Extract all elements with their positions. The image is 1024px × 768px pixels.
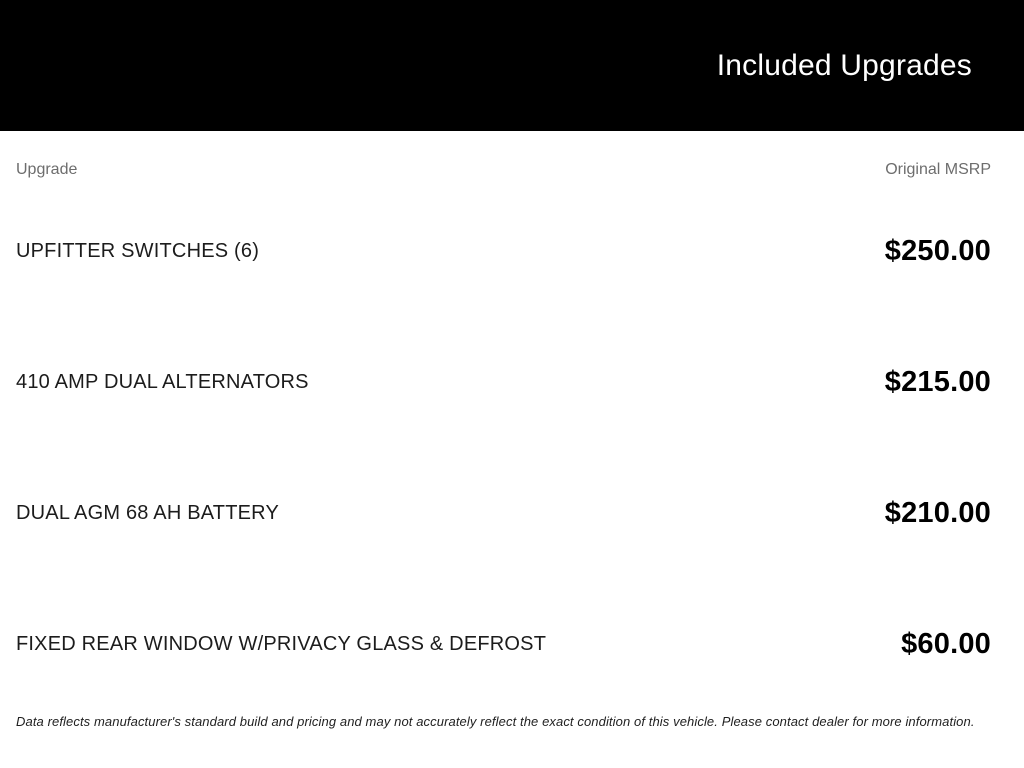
column-header-upgrade: Upgrade: [16, 161, 78, 178]
table-column-headers: [16, 161, 991, 180]
table-row: [16, 233, 991, 269]
upgrade-msrp: $250.00: [884, 234, 991, 267]
upgrades-table: [0, 161, 1024, 729]
disclaimer-text: Data reflects manufacturer's standard build and pricing and may not accurately reflect the exact condition of this vehicle. Please contact dealer for more information.: [16, 714, 975, 729]
upgrade-msrp: $210.00: [884, 496, 991, 529]
table-row: [16, 495, 991, 531]
page-header: [0, 0, 1024, 131]
table-row: [16, 626, 991, 662]
upgrade-name: UPFITTER SWITCHES (6): [16, 239, 260, 262]
upgrade-msrp: $60.00: [901, 627, 991, 660]
upgrade-name: 410 AMP DUAL ALTERNATORS: [16, 370, 309, 393]
column-header-original-msrp: Original MSRP: [885, 161, 991, 178]
table-row: [16, 364, 991, 400]
upgrade-msrp: $215.00: [884, 365, 991, 398]
upgrade-name: FIXED REAR WINDOW W/PRIVACY GLASS & DEFROST: [16, 632, 547, 655]
page-title: Included Upgrades: [716, 48, 972, 82]
upgrade-name: DUAL AGM 68 AH BATTERY: [16, 501, 280, 524]
